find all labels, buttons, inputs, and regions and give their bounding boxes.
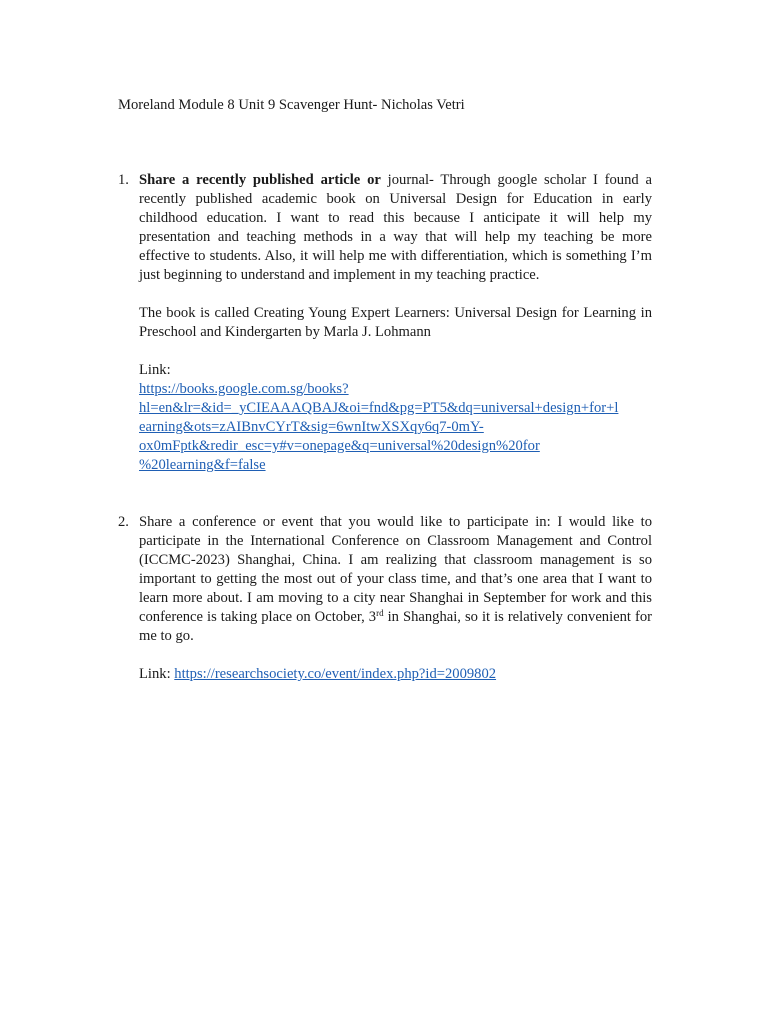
list-item-number: 2. [118,514,129,530]
link-line: hl=en&lr=&id=_yCIEAAAQBAJ&oi=fnd&pg=PT5&dq=universal+design+for+l [139,400,619,416]
link-label: Link: [139,666,175,682]
conference-paragraph [139,513,652,646]
prompt-bold-text: Share a recently published article or [139,172,381,188]
conference-text: Share a conference or event that you would like to participate in: I would like to participate in the International Conference on Classroom Management and Control (ICCMC-2023) Shanghai, China. I am realizing that classroom management is so important to getting the most out of your class time, and that’s one area that I want to learn more about. I am moving to a city near Shanghai in September for work and this conference is taking place on October, 3 [139,514,652,625]
list-item-number: 1. [118,172,129,188]
link-line: https://books.google.com.sg/books? [139,381,349,397]
article-paragraph [139,171,652,285]
book-paragraph: The book is called Creating Young Expert Learners: Universal Design for Learning in Preschool and Kindergarten by Marla J. Lohmann [139,305,652,340]
link-label: Link: [139,362,171,378]
list-item-body [139,513,652,684]
link-paragraph [139,665,652,684]
ordinal-suffix: rd [376,608,384,618]
link-paragraph [139,361,652,475]
link-line: ox0mFptk&redir_esc=y#v=onepage&q=universal%20design%20for [139,438,540,454]
link-line: %20learning&f=false [139,457,266,473]
link-line: earning&ots=zAIBnvCYrT&sig=6wnItwXSXqy6q7-0mY- [139,419,484,435]
conference-link[interactable]: https://researchsociety.co/event/index.php?id=2009802 [174,666,497,682]
article-description: journal- Through google scholar I found a recently published academic book on Universal Design for Education in early childhood education. I want to read this because I anticipate it will help my presentation and teaching methods in a way that will help my teaching be more effective to students. Also, it will help me with differentiation, which is something I’m just beginning to understand and implement in my teaching practice. [139,172,652,283]
conference-text-end: in Shanghai, so it is relatively convenient for me to go. [139,609,653,644]
document-title: Moreland Module 8 Unit 9 Scavenger Hunt- Nicholas Vetri [118,97,465,113]
list-item-body [139,171,652,475]
book-link[interactable] [139,380,652,475]
